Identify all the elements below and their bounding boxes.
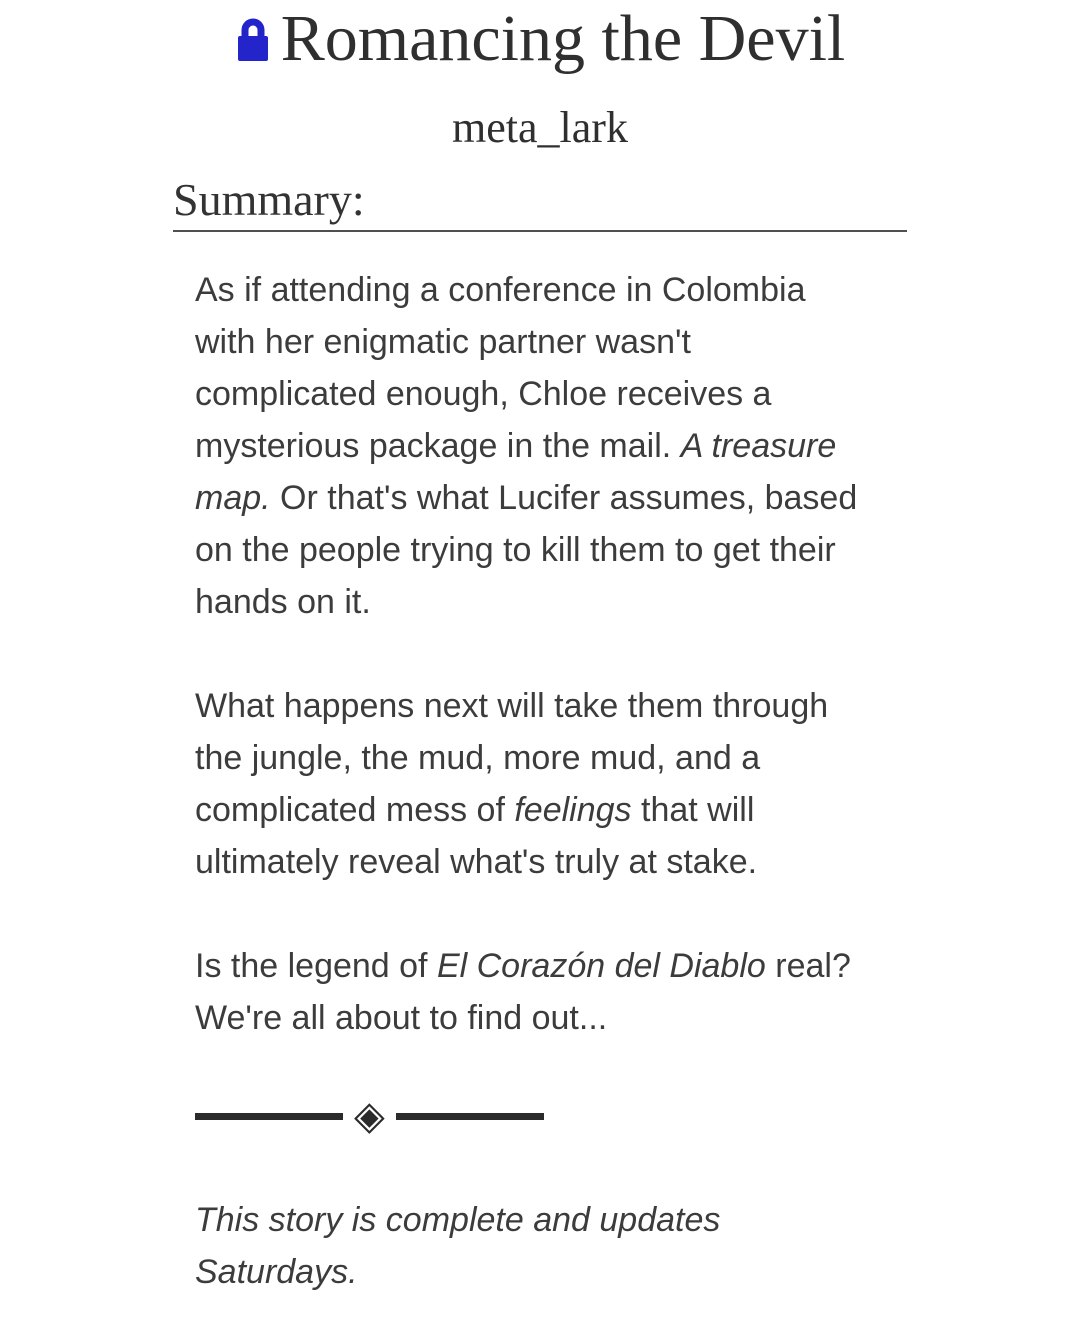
summary-paragraph <box>195 680 870 888</box>
summary-heading: Summary: <box>173 176 907 232</box>
work-author: meta_lark <box>452 103 628 152</box>
divider-line-left <box>195 1113 343 1120</box>
summary-text-italic: A treasure map. <box>195 427 837 517</box>
summary-text: real? We're all about to find out... <box>195 947 851 1037</box>
summary-paragraphs <box>195 264 870 1044</box>
work-title <box>210 2 870 76</box>
scene-divider <box>195 1096 870 1136</box>
summary-text: that will ultimately reveal what's truly at stake. <box>195 791 758 881</box>
summary-text: What happens next will take them through the jungle, the mud, more mud, and a complicated mess of <box>195 687 829 829</box>
summary-paragraph <box>195 940 870 1044</box>
completion-note-text: This story is complete and updates Saturdays. <box>195 1201 721 1291</box>
summary-paragraph <box>195 264 870 628</box>
summary-text-italic: feelings <box>514 791 632 829</box>
divider-line-right <box>396 1113 544 1120</box>
work-title-text: Romancing the Devil <box>280 2 846 75</box>
completion-note <box>195 1194 870 1298</box>
lock-icon <box>235 10 271 76</box>
summary-text-italic: El Corazón del Diablo <box>436 947 766 985</box>
summary-text: Or that's what Lucifer assumes, based on the people trying to kill them to get their hands on it. <box>195 479 858 621</box>
diamond-icon: ◈ <box>354 1094 385 1138</box>
summary-text: As if attending a conference in Colombia with her enigmatic partner wasn't complicated enough, Chloe receives a mysterious package in the mail. <box>195 271 806 465</box>
summary-text: Is the legend of <box>195 947 437 985</box>
summary-blockquote <box>195 264 870 1298</box>
